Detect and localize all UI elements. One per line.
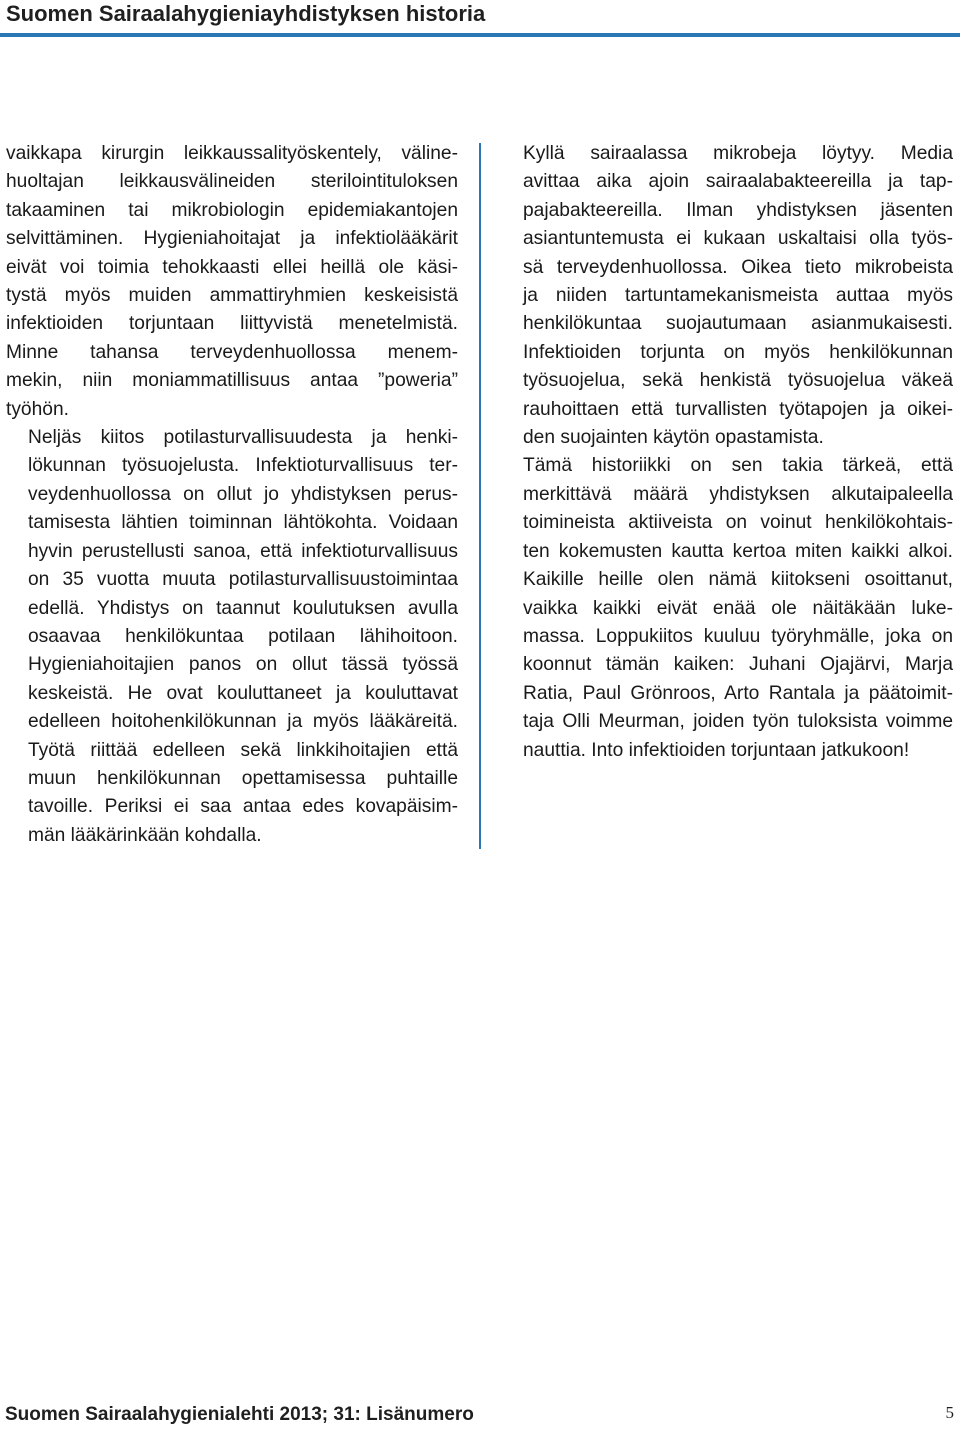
text-line: män lääkärinkään kohdalla.: [28, 824, 262, 846]
text-line: veydenhuollossa on ollut jo yhdistyksen perus-: [28, 483, 458, 505]
text-line: nauttia. Into infektioiden torjuntaan jatkukoon!: [523, 739, 910, 761]
text-line: koonnut tämän kaiken: Juhani Ojajärvi, Marja: [523, 654, 953, 676]
text-line: avittaa aika ajoin sairaalabakteereilla ja tap-: [523, 171, 953, 193]
text-line: tystä myös muiden ammattiryhmien keskeisistä: [6, 285, 458, 307]
paragraph: [6, 140, 458, 424]
text-line: edelleen hoitohenkilökunnan ja myös lääkäreitä.: [28, 711, 458, 733]
text-line: den suojainten käytön opastamista.: [523, 427, 824, 449]
text-line: työhön.: [6, 398, 69, 420]
text-line: Tämä historiikki on sen takia tärkeä, että: [523, 455, 953, 477]
text-line: toimineista aktiiveista on voinut henkilökohtais-: [523, 512, 953, 534]
text-line: merkittävä määrä yhdistyksen alkutaipaleella: [523, 483, 953, 505]
left-text-column: [6, 140, 458, 850]
text-line: Kyllä sairaalassa mikrobeja löytyy. Media: [523, 143, 953, 164]
header-rule: [0, 33, 960, 37]
text-line: on 35 vuotta muuta potilasturvallisuustoimintaa: [28, 569, 458, 591]
text-line: pajabakteereilla. Ilman yhdistyksen jäsenten: [523, 199, 953, 221]
text-line: ten kokemusten kautta kertoa miten kaikki alkoi.: [523, 540, 953, 562]
text-line: vaikka kaikki eivät enää ole näitäkään luke-: [523, 597, 953, 619]
text-line: takaaminen tai mikrobiologin epidemiakantojen: [6, 199, 458, 221]
text-line: Työtä riittää edelleen sekä linkkihoitajien että: [28, 739, 458, 761]
text-line: tamisesta lähtien toiminnan lähtökohta. Voidaan: [28, 512, 458, 534]
text-line: Neljäs kiitos potilasturvallisuudesta ja henki-: [28, 427, 458, 449]
text-line: tavoille. Periksi ei saa antaa edes kovapäisim-: [28, 796, 458, 818]
text-line: huoltajan leikkausvälineiden sterilointituloksen: [6, 171, 458, 193]
text-line: asiantuntemusta ei kukaan uskaltaisi olla työs-: [523, 228, 953, 250]
text-line: mekin, niin moniammatillisuus antaa ”poweria”: [6, 370, 458, 392]
page-number: 5: [945, 1403, 954, 1422]
text-line: työsuojelua, sekä henkistä työsuojelua väkeä: [523, 370, 953, 392]
text-line: infektioiden torjuntaan liittyvistä menetelmistä.: [6, 313, 458, 335]
column-divider: [479, 143, 481, 849]
text-line: Ratia, Paul Grönroos, Arto Rantala ja päätoimit-: [523, 682, 953, 704]
text-line: Minne tahansa terveydenhuollossa menem-: [6, 341, 458, 363]
text-line: keskeistä. He ovat kouluttaneet ja kouluttavat: [28, 682, 458, 704]
text-line: lökunnan työsuojelusta. Infektioturvallisuus ter-: [28, 455, 458, 477]
paragraph: [6, 424, 458, 850]
text-line: Kaikille heille olen nämä kiitokseni osoittanut,: [523, 569, 953, 591]
text-line: osaavaa henkilökuntaa potilaan lähihoitoon.: [28, 625, 458, 647]
text-line: ja niiden tartuntamekanismeista auttaa myös: [523, 285, 953, 307]
text-line: eivät voi toimia tehokkaasti ellei heillä ole käsi-: [6, 256, 458, 278]
text-line: edellä. Yhdistys on taannut koulutuksen avulla: [28, 597, 458, 619]
text-line: vaikkapa kirurgin leikkaussalityöskentely, väline-: [6, 143, 458, 164]
text-line: henkilökuntaa suojautumaan asianmukaisesti.: [523, 313, 953, 335]
text-line: Infektioiden torjunta on myös henkilökunnan: [523, 341, 953, 363]
journal-footer-title: Suomen Sairaalahygienialehti 2013; 31: Lisänumero: [5, 1404, 474, 1425]
paragraph: [501, 140, 953, 452]
paragraph: [501, 452, 953, 764]
text-line: muun henkilökunnan opettamisessa puhtaille: [28, 767, 458, 789]
text-line: Hygieniahoitajien panos on ollut tässä työssä: [28, 654, 458, 676]
text-line: taja Olli Meurman, joiden työn tuloksista voimme: [523, 711, 953, 733]
page-header-title: Suomen Sairaalahygieniayhdistyksen historia: [6, 1, 486, 26]
text-line: selvittäminen. Hygieniahoitajat ja infektiolääkärit: [6, 228, 458, 250]
text-line: rauhoittaen että turvallisten työtapojen ja oikei-: [523, 398, 953, 420]
right-text-column: [501, 140, 953, 765]
text-line: hyvin perustellusti sanoa, että infektioturvallisuus: [28, 540, 458, 562]
text-line: sä terveydenhuollossa. Oikea tieto mikrobeista: [523, 256, 953, 278]
text-line: massa. Loppukiitos kuuluu työryhmälle, joka on: [523, 625, 953, 647]
